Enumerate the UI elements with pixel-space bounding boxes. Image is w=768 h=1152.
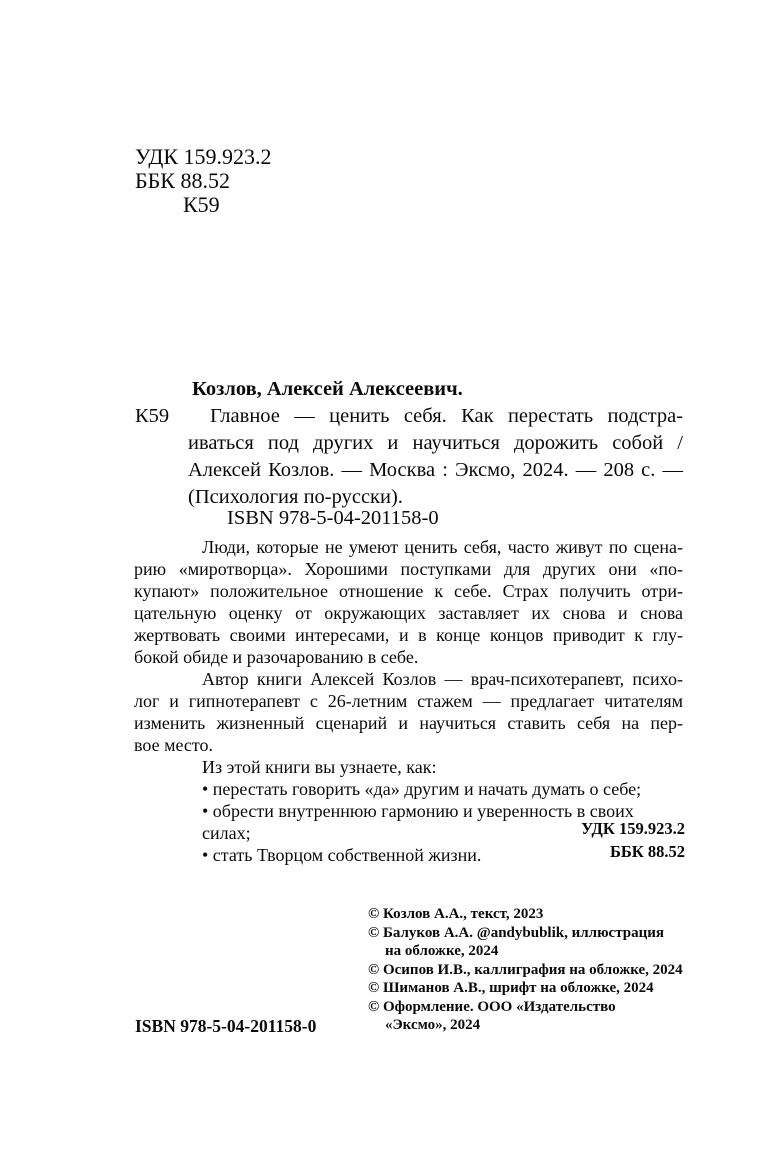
bib-description-line: иваться под других и научиться дорожить собой / <box>188 432 683 454</box>
isbn-bibliographic: ISBN 978-5-04-201158-0 <box>227 507 439 529</box>
annotation-line: вое место. <box>134 735 214 755</box>
author-sign-bib: К59 <box>135 405 170 427</box>
bibliographic-record <box>188 376 683 511</box>
copyright-line: «Эксмо», 2024 <box>385 1017 481 1033</box>
annotation-line: • стать Творцом собственной жизни. <box>202 845 482 865</box>
annotation-line: Автор книги Алексей Козлов — врач-психотерапевт, психо- <box>202 669 683 689</box>
bib-description-line: Главное — ценить себя. Как перестать подстра- <box>210 405 683 427</box>
copyright-line: © Козлов А.А., текст, 2023 <box>368 906 544 922</box>
annotation-line: • перестать говорить «да» другим и начать думать о себе; <box>202 779 642 799</box>
annotation-line: жертвовать своими интересами, и в конце концов приводит к глу- <box>134 625 683 645</box>
annotation-line: бокой обиде и разочарованию в себе. <box>134 647 419 667</box>
copyright-line: © Оформление. ООО «Издательство <box>368 998 616 1015</box>
author-heading: Козлов, Алексей Алексеевич. <box>192 378 463 400</box>
isbn-bottom: ISBN 978-5-04-201158-0 <box>135 1016 317 1036</box>
annotation-line: изменить жизненный сценарий и научиться ставить себя на пер- <box>134 713 683 733</box>
author-sign-top: К59 <box>183 192 220 217</box>
bib-description <box>188 403 683 511</box>
bbk-code-top: ББК 88.52 <box>135 168 230 193</box>
annotation-line: лог и гипнотерапевт с 26-летним стажем — предлагает читателям <box>134 691 683 711</box>
copyright-line: © Осипов И.В., каллиграфия на обложке, 2024 <box>368 961 683 978</box>
udk-code-top: УДК 159.923.2 <box>135 144 272 169</box>
copyright-line: © Балуков А.А. @andybublik, иллюстрация <box>368 924 664 941</box>
annotation-line: • обрести внутреннюю гармонию и уверенность в своих силах; <box>202 801 634 843</box>
annotation-line: рию «миротворца». Хорошими поступками для других они «по- <box>134 559 683 579</box>
annotation-line: цательную оценку от окружающих заставляет их снова и снова <box>134 603 683 623</box>
bib-description-line: Алексей Козлов. — Москва : Эксмо, 2024. — 208 с. — <box>188 459 683 481</box>
bib-description-line: (Психология по-русски). <box>188 486 403 508</box>
annotation-line: Из этой книги вы узнаете, как: <box>202 757 437 777</box>
copyright-line: © Шиманов А.В., шрифт на обложке, 2024 <box>368 980 654 996</box>
copyright-line: на обложке, 2024 <box>385 943 499 959</box>
bottom-classification-codes <box>581 817 685 863</box>
copyright-block <box>368 905 760 1035</box>
annotation-line: купают» положительное отношение к себе. Страх получить отри- <box>134 581 683 601</box>
annotation-line: Люди, которые не умеют ценить себя, часто живут по сцена- <box>202 537 683 557</box>
bbk-code-bottom: ББК 88.52 <box>609 842 685 861</box>
top-classification-codes <box>135 145 272 217</box>
udk-code-bottom: УДК 159.923.2 <box>581 819 685 838</box>
